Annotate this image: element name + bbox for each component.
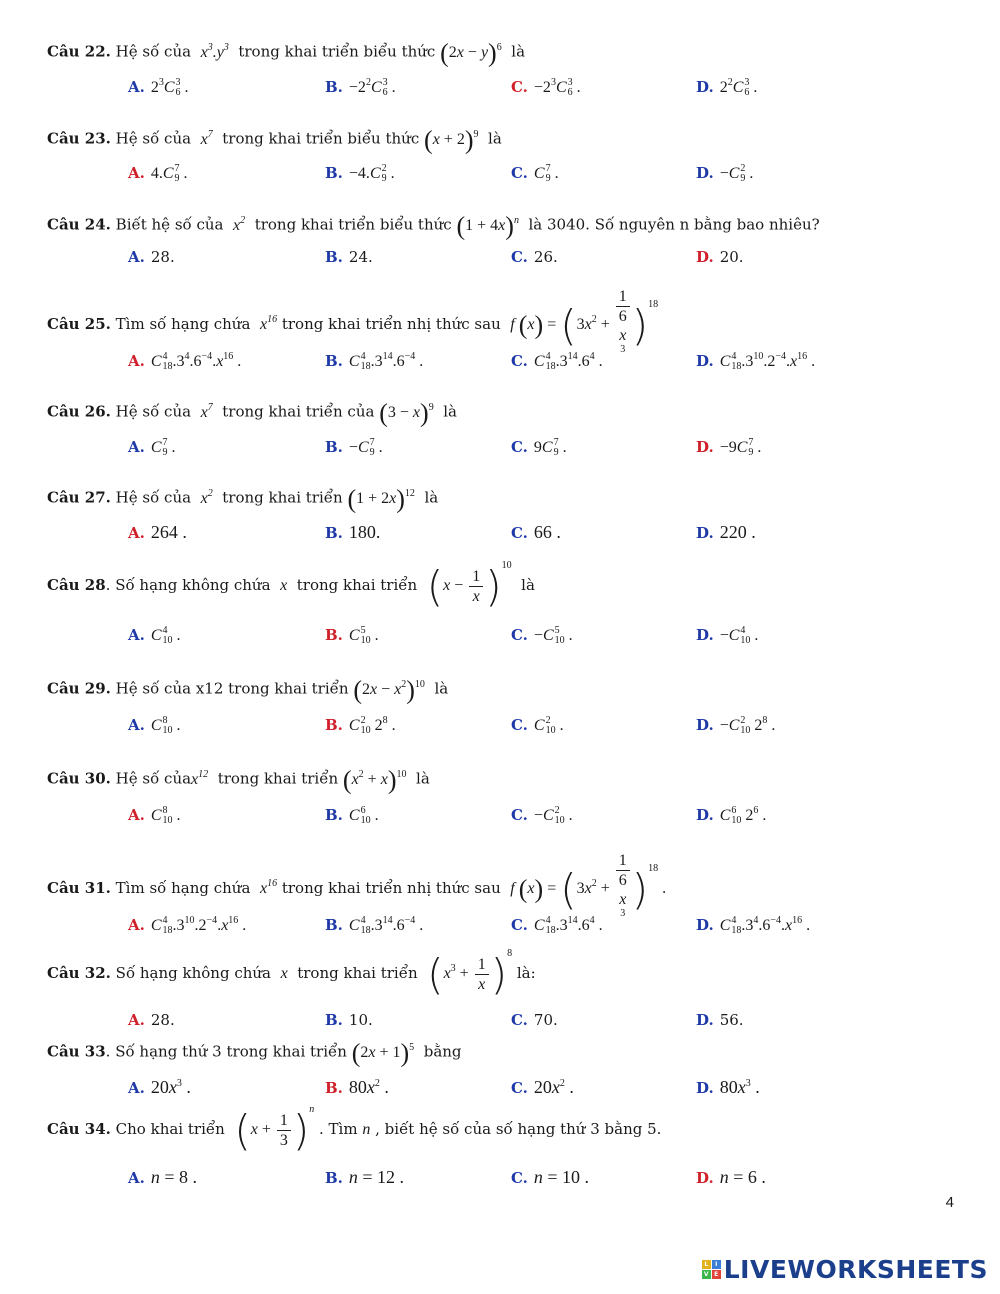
option-b[interactable]: B. C 5 10 . [325, 625, 379, 647]
option-c[interactable]: C. −C 5 10 . [511, 625, 573, 647]
math-expression: $(1 + 2x)^{12}$ [347, 484, 415, 513]
option-d[interactable]: D. $2^2C$ 3 6 . [696, 77, 758, 99]
option-b[interactable]: B. C 4 18 $.3^{14}.6^{-4}$ . [325, 915, 424, 937]
option-c[interactable]: C. C 7 9 . [511, 163, 559, 185]
option-d[interactable]: D. n = 6 . [696, 1167, 766, 1187]
option-b[interactable]: B. $-2^2C$ 3 6 . [325, 77, 396, 99]
math-expression: $(1 + 4x)^n$ [456, 211, 519, 240]
question-22: Câu 22. Hệ số của $x^3.y^3$ trong khai triển biểu thức $(2x - y)^6$ là [47, 38, 526, 67]
option-d[interactable]: D. −C 2 10 $2^8$ . [696, 715, 776, 737]
option-c[interactable]: C. 70. [511, 1011, 558, 1029]
option-b[interactable]: B. 180. [325, 522, 381, 542]
option-d[interactable]: D. −C 4 10 . [696, 625, 759, 647]
question-32: Câu 32. Số hạng không chứa x trong khai triển ($x^3$ + $\frac{1}{x}$ )$^8$ là: [47, 948, 536, 999]
math-expression: f $(x) = (3x^2$ + 1 6 x $^3$ )$^{18}$ [510, 288, 659, 355]
option-b[interactable]: B. 24. [325, 248, 373, 266]
math-expression: $(x + 2)^9$ [424, 125, 479, 154]
question-30: Câu 30. Hệ số củax$^{12}$ trong khai triển $(x^2 + x)^{10}$ là [47, 765, 430, 794]
option-d[interactable]: D. −C 2 9 . [696, 163, 754, 185]
page-number: 4 [945, 1194, 954, 1211]
option-c[interactable]: C. $20x^2$ . [511, 1077, 574, 1097]
option-a[interactable]: A. C 8 10 . [128, 805, 181, 827]
option-c[interactable]: C. 26. [511, 248, 558, 266]
math-expression: $x^2$ [200, 487, 213, 507]
option-a[interactable]: A. 4.C 7 9 . [128, 163, 188, 185]
math-expression: ($x^3$ + $\frac{1}{x}$ )$^8$ [427, 948, 513, 999]
option-a[interactable]: A. C 8 10 . [128, 715, 181, 737]
math-expression: $x^3.y^3$ [200, 41, 229, 61]
option-d[interactable]: D. 220 . [696, 522, 756, 542]
option-d[interactable]: D. C 4 18 $.3^4.6^{-4}.x^{16}$ . [696, 915, 811, 937]
option-c[interactable]: C. C 2 10 . [511, 715, 564, 737]
option-a[interactable]: A. $20x^3$ . [128, 1077, 191, 1097]
option-b[interactable]: B. $80x^2$ . [325, 1077, 389, 1097]
liveworksheets-logo: L I V E LIVEWORKSHEETS [702, 1255, 988, 1284]
option-c[interactable]: C. n = 10 . [511, 1167, 590, 1187]
math-expression: $(2x - x^2)^{10}$ [353, 675, 425, 704]
option-b[interactable]: B. C 2 10 $2^8$ . [325, 715, 396, 737]
math-expression: f $(x) = (3x^2$ + 1 6 x $^3$ )$^{18}$ . [510, 852, 667, 919]
math-expression: $x^7$ [200, 128, 213, 148]
option-a[interactable]: A. C 4 10 . [128, 625, 181, 647]
question-34: Câu 34. Cho khai triển (x + $\frac{1}{3}$ )$^n$ . Tìm n , biết hệ số của số hạng thứ 3 bằng 5. [47, 1104, 662, 1155]
math-expression: (x + $\frac{1}{3}$ )$^n$ [234, 1104, 315, 1155]
option-b[interactable]: B. −C 7 9 . [325, 437, 383, 459]
question-26: Câu 26. Hệ số của $x^7$ trong khai triển của $(3 - x)^9$ là [47, 398, 457, 427]
question-29: Câu 29. Hệ số của x12 trong khai triển $(2x - x^2)^{10}$ là [47, 675, 449, 704]
option-b[interactable]: B. C 4 18 $.3^{14}.6^{-4}$ . [325, 351, 424, 373]
question-31: Câu 31. Tìm số hạng chứa $x^{16}$ trong khai triển nhị thức sau f $(x) = (3x^2$ + 1 6 x $^3$ )$^{18}$ . [47, 852, 667, 919]
question-24: Câu 24. Biết hệ số của $x^2$ trong khai triển biểu thức $(1 + 4x)^n$ là 3040. Số nguyên n bằng bao nhiêu? [47, 211, 820, 240]
option-a[interactable]: A. C 4 18 $.3^{10}.2^{-4}.x^{16}$ . [128, 915, 247, 937]
option-c[interactable]: C. C 4 18 $.3^{14}.6^4$ . [511, 915, 603, 937]
option-b[interactable]: B. n = 12 . [325, 1167, 405, 1187]
math-expression: $(x^2 + x)^{10}$ [342, 765, 407, 794]
question-33: Câu 33. Số hạng thứ 3 trong khai triển $(2x + 1)^5$ bằng [47, 1038, 462, 1067]
option-d[interactable]: D. 20. [696, 248, 744, 266]
option-a[interactable]: A. C 7 9 . [128, 437, 176, 459]
option-c[interactable]: C. C 4 18 $.3^{14}.6^4$ . [511, 351, 603, 373]
option-d[interactable]: D. −9C 7 9 . [696, 437, 762, 459]
math-expression: $x^{16}$ [259, 314, 278, 334]
option-d[interactable]: D. C 4 18 $.3^{10}.2^{-4}.x^{16}$ . [696, 351, 816, 373]
question-23: Câu 23. Hệ số của $x^7$ trong khai triển biểu thức $(x + 2)^9$ là [47, 125, 502, 154]
option-c[interactable]: C. −C 2 10 . [511, 805, 573, 827]
option-d[interactable]: D. C 6 10 $2^6$ . [696, 805, 767, 827]
math-expression: (x − $\frac{1}{x}$ )$^{10}$ [426, 560, 512, 611]
option-b[interactable]: B. 10. [325, 1011, 373, 1029]
option-a[interactable]: A. 264 . [128, 522, 187, 542]
question-number: Câu 22. [47, 42, 111, 61]
math-expression: $(2x - y)^6$ [440, 38, 502, 67]
option-c[interactable]: C. 9C 7 9 . [511, 437, 567, 459]
option-c[interactable]: C. 66 . [511, 522, 561, 542]
option-c[interactable]: C. $-2^3C$ 3 6 . [511, 77, 581, 99]
option-a[interactable]: A. 28. [128, 248, 175, 266]
option-a[interactable]: A. 28. [128, 1011, 175, 1029]
option-d[interactable]: D. $80x^3$ . [696, 1077, 760, 1097]
math-expression: $(2x + 1)^5$ [351, 1038, 415, 1067]
question-28: Câu 28. Số hạng không chứa x trong khai triển (x − $\frac{1}{x}$ )$^{10}$ là [47, 560, 535, 611]
option-a[interactable]: A. n = 8 . [128, 1167, 198, 1187]
option-a[interactable]: A. $2^3C$ 3 6 . [128, 77, 189, 99]
math-expression: $(3 - x)^9$ [379, 398, 434, 427]
question-25: Câu 25. Tìm số hạng chứa $x^{16}$ trong khai triển nhị thức sau f $(x) = (3x^2$ + 1 6 x $^3$ )$^{18}$ [47, 288, 659, 355]
math-expression: $x^2$ [233, 214, 246, 234]
option-b[interactable]: B. −4.C 2 9 . [325, 163, 395, 185]
option-a[interactable]: A. C 4 18 $.3^4.6^{-4}.x^{16}$ . [128, 351, 242, 373]
math-expression: $x^7$ [200, 401, 213, 421]
option-d[interactable]: D. 56. [696, 1011, 744, 1029]
option-b[interactable]: B. C 6 10 . [325, 805, 379, 827]
question-27: Câu 27. Hệ số của $x^2$ trong khai triển $(1 + 2x)^{12}$ là [47, 484, 439, 513]
logo-icon: L I V E [702, 1260, 721, 1279]
